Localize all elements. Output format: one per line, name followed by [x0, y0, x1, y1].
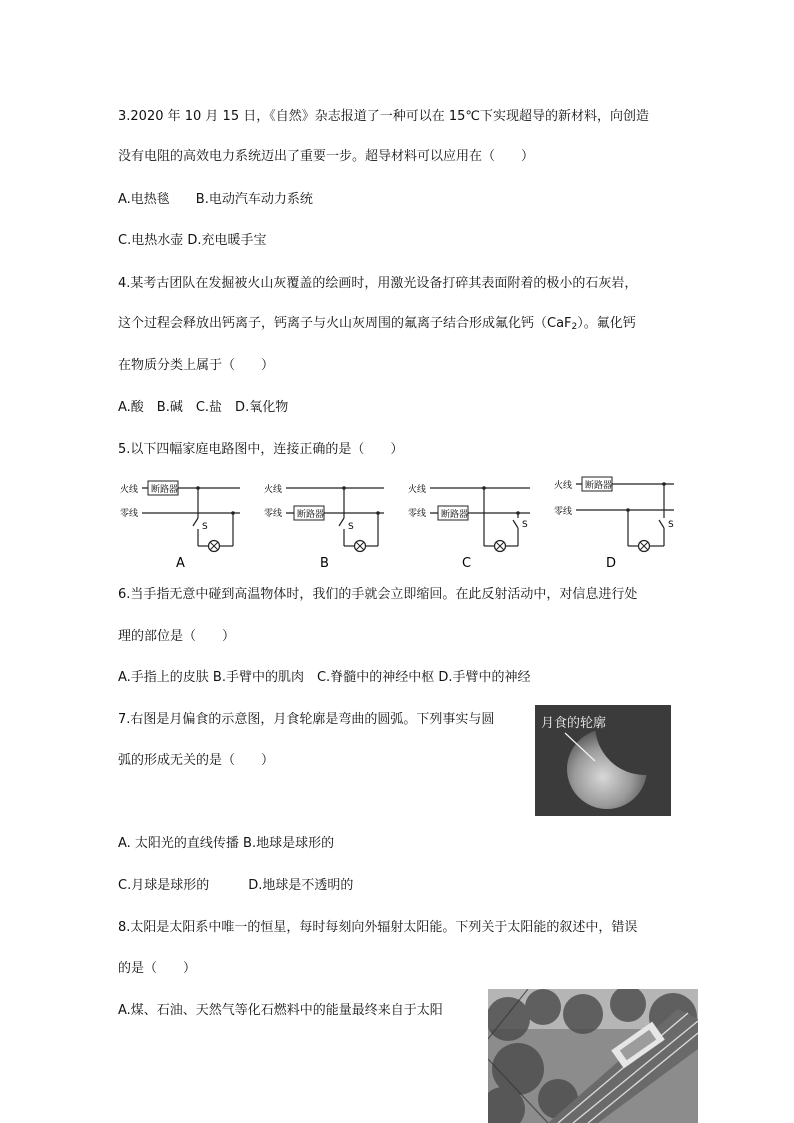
- circuit-c: [408, 483, 530, 571]
- q6-stem-line1: 6.当手指无意中碰到高温物体时，我们的手就会立即缩回。在此反射活动中，对信息进行处: [118, 587, 638, 602]
- lunar-eclipse-figure: [535, 705, 671, 816]
- q7-stem-line1: 7.右图是月偏食的示意图，月食轮廓是弯曲的圆弧。下列事实与圆: [118, 712, 495, 727]
- q4-stem-line1: 4.某考古团队在发掘被火山灰覆盖的绘画时，用激光设备打碎其表面附着的极小的石灰岩，: [118, 276, 638, 291]
- switch-label: S: [348, 522, 354, 532]
- q3-options-cd: C.电热水壶 D.充电暖手宝: [118, 233, 267, 248]
- q8-option-a: A.煤、石油、天然气等化石燃料中的能量最终来自于太阳: [118, 1003, 443, 1018]
- q4-text-b: ）。氟化钙: [577, 316, 636, 331]
- circuit-label-b: B: [320, 556, 329, 571]
- eclipse-outline-label: 月食的轮廓: [541, 716, 607, 731]
- breaker-label: 断路器: [441, 510, 469, 520]
- q7-stem-line2: 弧的形成无关的是（ ）: [118, 753, 275, 768]
- neutral-wire-label: 零线: [554, 507, 573, 517]
- switch-label: S: [668, 520, 674, 530]
- q3-stem-line2: 没有电阻的高效电力系统迈出了重要一步。超导材料可以应用在（ ）: [118, 149, 535, 164]
- neutral-wire-label: 零线: [408, 509, 427, 519]
- circuit-a: [120, 481, 240, 571]
- live-wire-label: 火线: [120, 485, 139, 495]
- live-wire-label: 火线: [554, 481, 573, 491]
- circuit-b: [264, 483, 384, 571]
- q8-stem-line1: 8.太阳是太阳系中唯一的恒星，每时每刻向外辐射太阳能。下列关于太阳能的叙述中，错误: [118, 920, 638, 935]
- q7-options-cd: C.月球是球形的 D.地球是不透明的: [118, 878, 354, 893]
- q8-stem-line2: 的是（ ）: [118, 961, 197, 976]
- circuit-label-a: A: [176, 556, 185, 571]
- q5-stem: 5.以下四幅家庭电路图中，连接正确的是（ ）: [118, 442, 404, 457]
- live-wire-label: 火线: [264, 485, 283, 495]
- q3-options-ab: A.电热毯 B.电动汽车动力系统: [118, 192, 313, 207]
- breaker-label: 断路器: [151, 485, 179, 495]
- q4-subscript: 2: [571, 322, 578, 332]
- circuit-d: [554, 477, 674, 571]
- neutral-wire-label: 零线: [120, 509, 139, 519]
- breaker-label: 断路器: [297, 510, 325, 520]
- q4-stem-line2: [118, 314, 636, 337]
- q4-options: A.酸 B.碱 C.盐 D.氧化物: [118, 400, 289, 415]
- q6-stem-line2: 理的部位是（ ）: [118, 629, 236, 644]
- household-circuit-diagrams: [118, 474, 678, 574]
- live-wire-label: 火线: [408, 485, 427, 495]
- neutral-wire-label: 零线: [264, 509, 283, 519]
- breaker-label: 断路器: [585, 481, 613, 491]
- q3-stem-line1: 3.2020 年 10 月 15 日，《自然》杂志报道了一种可以在 15℃下实现超导的新材料，向创造: [118, 109, 650, 124]
- q7-options-ab: A. 太阳光的直线传播 B.地球是球形的: [118, 836, 335, 851]
- circuit-label-d: D: [606, 556, 617, 571]
- switch-label: S: [522, 520, 528, 530]
- q4-stem-line3: 在物质分类上属于（ ）: [118, 358, 275, 373]
- q6-options: A.手指上的皮肤 B.手臂中的肌肉 C.脊髓中的神经中枢 D.手臂中的神经: [118, 670, 531, 685]
- switch-label: S: [202, 522, 208, 532]
- circuit-label-c: C: [462, 556, 472, 571]
- q4-text-a: 这个过程会释放出钙离子，钙离子与火山灰周围的氟离子结合形成氟化钙（CaF: [118, 316, 572, 331]
- solar-collector-photo: [488, 989, 698, 1123]
